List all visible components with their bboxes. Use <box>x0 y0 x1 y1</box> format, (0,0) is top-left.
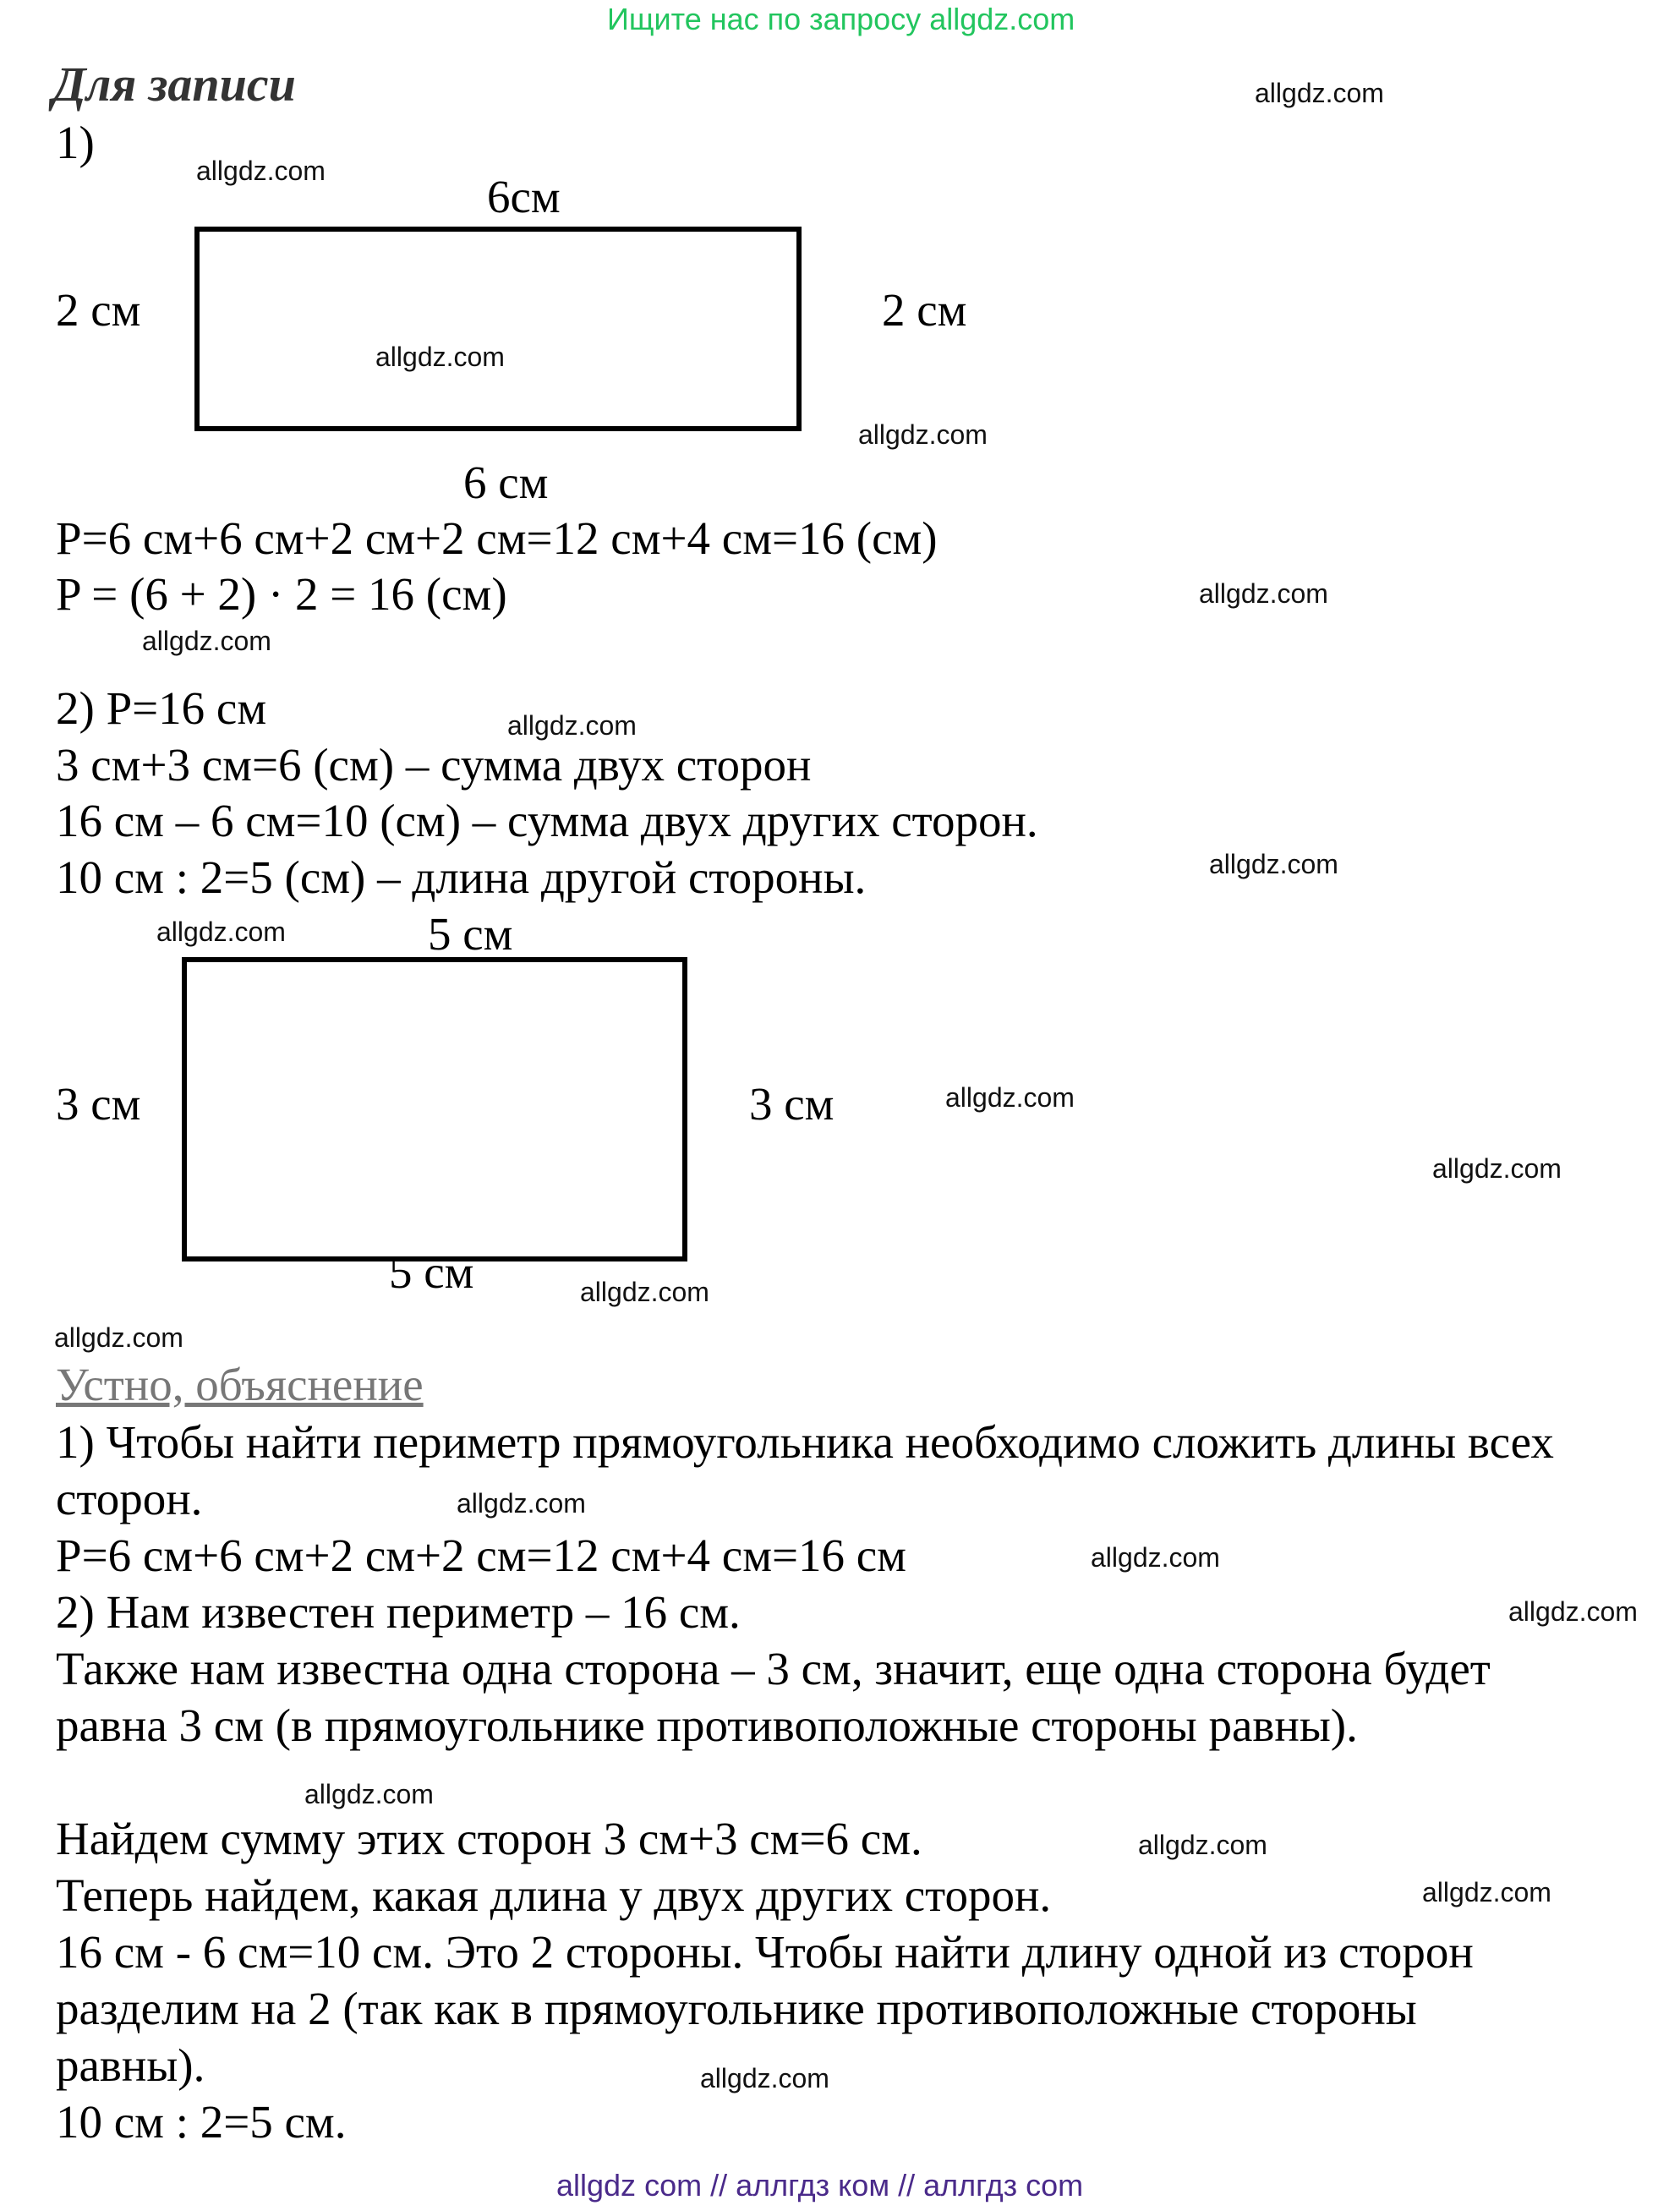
watermark: allgdz.com <box>1209 849 1338 879</box>
task2-line-2: 16 см – 6 см=10 (см) – сумма двух других сторон. <box>56 795 1038 846</box>
oral-paragraph-8: 10 см : 2=5 см. <box>56 2096 347 2148</box>
watermark: allgdz.com <box>457 1488 586 1519</box>
header-search-link[interactable]: Ищите нас по запросу allgdz.com <box>607 2 1075 36</box>
oral-paragraph-2: P=6 см+6 см+2 см+2 см=12 см+4 см=16 см <box>56 1530 906 1581</box>
watermark: allgdz.com <box>1091 1542 1220 1573</box>
oral-paragraph-1: 1) Чтобы найти периметр прямоугольника необходимо сложить длины всех сторон. <box>56 1416 1554 1524</box>
watermark: allgdz.com <box>1199 578 1328 609</box>
rect2-left-label: 3 см <box>56 1078 141 1130</box>
oral-section-title: Устно, объяснение <box>56 1359 424 1410</box>
watermark: allgdz.com <box>945 1082 1075 1113</box>
watermark: allgdz.com <box>142 626 271 656</box>
oral-paragraph-4: Также нам известна одна сторона – 3 см, значит, еще одна сторона будет равна 3 см (в прямоугольнике противоположные стороны равны). <box>56 1643 1491 1751</box>
watermark: allgdz.com <box>156 917 286 947</box>
rect1-bottom-label: 6 см <box>463 457 549 508</box>
rect1-right-label: 2 см <box>882 284 967 336</box>
watermark: allgdz.com <box>54 1322 183 1353</box>
rect1-top-label: 6см <box>487 171 561 222</box>
watermark: allgdz.com <box>1138 1830 1267 1860</box>
watermark: allgdz.com <box>1422 1877 1551 1907</box>
oral-paragraph-6: Теперь найдем, какая длина у двух других сторон. <box>56 1869 1052 1921</box>
watermark: allgdz.com <box>700 2063 829 2093</box>
watermark: allgdz.com <box>507 710 637 741</box>
watermark: allgdz.com <box>1432 1153 1562 1184</box>
footer-links[interactable]: allgdz com // аллгдз ком // аллгдз com <box>556 2168 1084 2203</box>
rectangle-1 <box>194 227 802 431</box>
oral-paragraph-7: 16 см - 6 см=10 см. Это 2 стороны. Чтобы найти длину одной из сторон разделим на 2 (так как в прямоугольнике противоположные стороны равны). <box>56 1926 1474 2091</box>
watermark: allgdz.com <box>304 1779 434 1809</box>
watermark: allgdz.com <box>580 1277 709 1307</box>
rect2-right-label: 3 см <box>749 1078 835 1130</box>
perimeter-formula-2: P = (6 + 2) · 2 = 16 (см) <box>56 568 507 620</box>
rect1-left-label: 2 см <box>56 284 141 336</box>
watermark: allgdz.com <box>1508 1596 1638 1627</box>
task2-line-3: 10 см : 2=5 (см) – длина другой стороны. <box>56 851 867 903</box>
watermark: allgdz.com <box>375 342 505 372</box>
watermark: allgdz.com <box>1255 78 1384 108</box>
rect2-top-label: 5 см <box>428 908 513 960</box>
task2-line-1: 3 см+3 см=6 (см) – сумма двух сторон <box>56 739 812 791</box>
watermark: allgdz.com <box>858 419 988 450</box>
watermark: allgdz.com <box>196 156 326 186</box>
task2-label: 2) P=16 см <box>56 682 267 734</box>
oral-paragraph-5: Найдем сумму этих сторон 3 см+3 см=6 см. <box>56 1813 922 1864</box>
oral-paragraph-3: 2) Нам известен периметр – 16 см. <box>56 1586 741 1638</box>
rect2-bottom-label: 5 см <box>389 1246 474 1298</box>
task1-label: 1) <box>56 117 95 168</box>
perimeter-formula-1: P=6 см+6 см+2 см+2 см=12 см+4 см=16 (см) <box>56 512 938 564</box>
rectangle-2 <box>182 957 687 1261</box>
page-heading: Для записи <box>52 57 296 112</box>
